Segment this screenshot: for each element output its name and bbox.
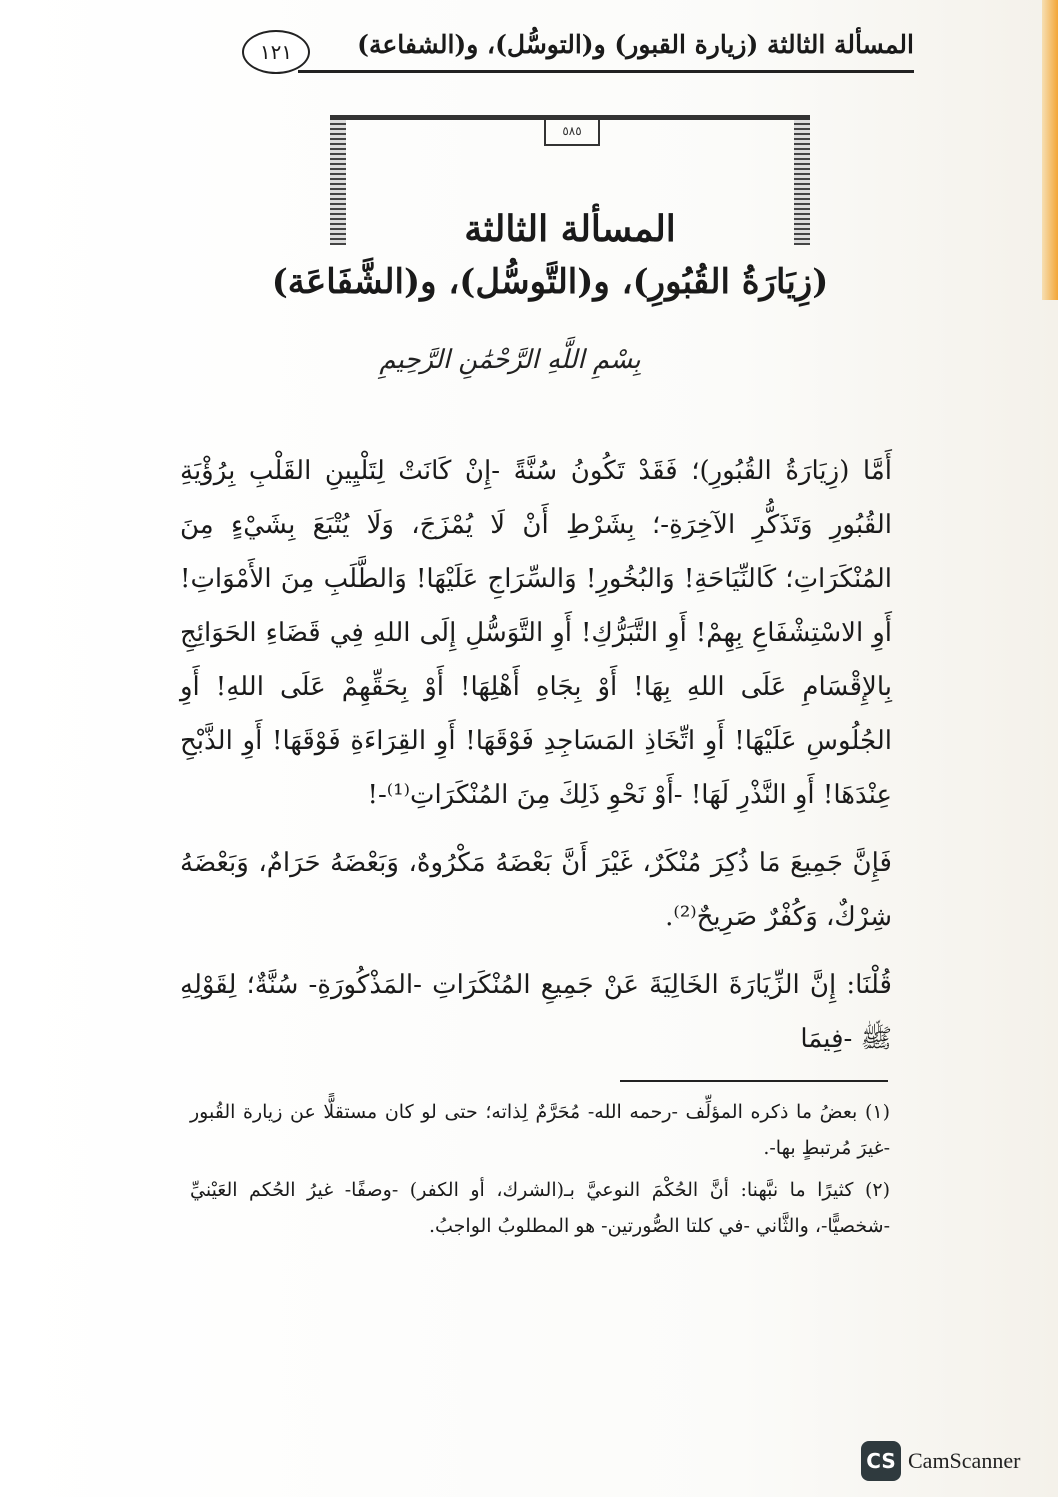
paragraph: أَمَّا (زِيَارَةُ القُبُورِ)؛ فَقَدْ تَكُونُ سُنَّةً -إِنْ كَانَتْ لِتَلْيِينِ القَلْبِ بِرُؤْيَةِ القُبُورِ وَتَذَكُّرِ الآخِرَةِ-؛ بِشَرْطِ أَنْ لَا يُمْزَجَ، وَلَا يُتْبَعَ بِشَيْءٍ مِنَ المُنْكَرَاتِ؛ كَالنِّيَاحَةِ! وَالبُخُورِ! وَالسِّرَاجِ عَلَيْهَا! وَالطَّلَبِ مِنَ الأَمْوَاتِ! أَوِ الاسْتِشْفَاعِ بِهِمْ! أَوِ التَّبَرُّكِ! أَوِ التَّوَسُّلِ إِلَى اللهِ فِي قَضَاءِ الحَوَائِجِ بِالإِقْسَامِ عَلَى اللهِ بِهَا! أَوْ بِجَاهِ أَهْلِهَا! أَوْ بِحَقِّهِمْ عَلَى اللهِ! أَوِ الجُلُوسِ عَلَيْهَا! أَوِ اتِّخَاذِ المَسَاجِدِ فَوْقَهَا! أَوِ القِرَاءَةِ فَوْقَهَا! أَوِ الذَّبْحِ عِنْدَهَا! أَوِ النَّذْرِ لَهَا! -أَوْ نَحْوِ ذَلِكَ مِنَ المُنْكَرَاتِ⁽¹⁾-! bbox=[180, 456, 892, 810]
chapter-subtitle: (زِيَارَةُ القُبُورِ)، و(التَّوسُّل)، و(الشَّفَاعَة) bbox=[271, 262, 829, 302]
footnote: (٢) كثيرًا ما نبَّهنا: أنَّ الحُكْمَ النوعيَّ بـ(الشرك، أو الكفر) -وصفًا- غيرُ الحُكم العَيْنيِّ -شخصيًّا-، والثَّاني -في كلتا الصُّورتين- هو المطلوبُ الواجبُ. bbox=[190, 1179, 890, 1237]
frame-center-ornament: ٥٨٥ bbox=[544, 120, 600, 146]
book-spine-edge bbox=[1042, 0, 1058, 300]
running-header bbox=[238, 28, 914, 76]
paragraph: قُلْنَا: إِنَّ الزِّيَارَةَ الخَالِيَةَ عَنْ جَمِيعِ المُنْكَرَاتِ -المَذْكُورَةِ- سُنَّةٌ؛ لِقَوْلِهِ ﷺ -فِيمَا bbox=[180, 970, 892, 1054]
header-title: المسألة الثالثة (زيارة القبور) و(التوسُّل)، و(الشفاعة) bbox=[357, 30, 914, 59]
paragraph: فَإِنَّ جَمِيعَ مَا ذُكِرَ مُنْكَرٌ، غَيْرَ أَنَّ بَعْضَهُ مَكْرُوهٌ، وَبَعْضَهُ حَرَامٌ، وَبَعْضَهُ شِرْكٌ، وَكُفْرٌ صَرِيحٌ⁽²⁾. bbox=[180, 848, 892, 932]
footnote-separator bbox=[620, 1080, 888, 1082]
camscanner-watermark: CamScanner bbox=[908, 1448, 1021, 1473]
footnote: (١) بعضُ ما ذكره المؤلِّف -رحمه الله- مُحَرَّمٌ لِذاته؛ حتى لو كان مستقلًّا عن زيارة القُبور -غيرَ مُرتبطٍ بها-. bbox=[190, 1101, 890, 1159]
main-text bbox=[180, 444, 892, 1080]
header-rule bbox=[298, 70, 914, 73]
chapter-title: المسألة الثالثة bbox=[464, 208, 676, 250]
page-number: ١٢١ bbox=[242, 30, 310, 74]
footnotes bbox=[190, 1094, 890, 1250]
camscanner-logo-icon: CS bbox=[861, 1441, 901, 1481]
basmala: بِسْمِ اللَّهِ الرَّحْمَٰنِ الرَّحِيمِ bbox=[379, 345, 641, 375]
